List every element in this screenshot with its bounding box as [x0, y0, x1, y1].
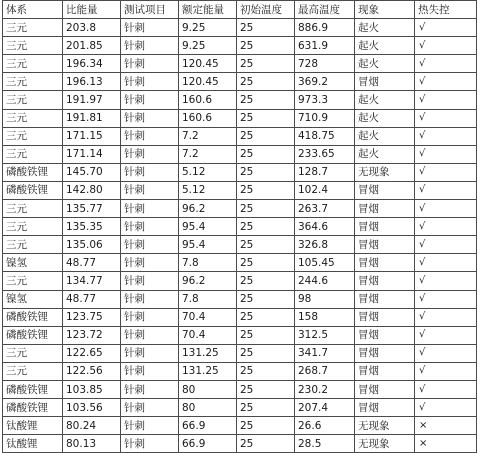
table-row: [3, 37, 477, 55]
cell-thermal-runaway: √: [415, 200, 477, 218]
cell-initial-temperature: 25: [237, 290, 295, 308]
cell-initial-temperature: 25: [237, 73, 295, 91]
cell-system: 三元: [3, 19, 63, 37]
cell-specific-energy: 123.72: [63, 326, 121, 344]
cell-test-item: 针刺: [121, 308, 179, 326]
cell-max-temperature: 28.5: [295, 435, 355, 453]
cell-test-item: 针刺: [121, 290, 179, 308]
cell-system: 三元: [3, 55, 63, 73]
cell-max-temperature: 886.9: [295, 19, 355, 37]
cell-thermal-runaway: √: [415, 326, 477, 344]
cell-system: 磷酸铁锂: [3, 326, 63, 344]
cell-phenomenon: 无现象: [355, 435, 415, 453]
table-row: [3, 181, 477, 199]
cell-thermal-runaway: √: [415, 308, 477, 326]
cell-phenomenon: 冒烟: [355, 73, 415, 91]
cell-system: 磷酸铁锂: [3, 181, 63, 199]
cell-system: 磷酸铁锂: [3, 399, 63, 417]
cell-initial-temperature: 25: [237, 435, 295, 453]
cell-rated-energy: 5.12: [179, 163, 237, 181]
cell-system: 三元: [3, 109, 63, 127]
table-row: [3, 19, 477, 37]
document-body: [2, 0, 476, 453]
cell-system: 三元: [3, 73, 63, 91]
cell-initial-temperature: 25: [237, 181, 295, 199]
cell-thermal-runaway: √: [415, 73, 477, 91]
table-row: [3, 399, 477, 417]
cell-system: 磷酸铁锂: [3, 308, 63, 326]
cell-test-item: 针刺: [121, 109, 179, 127]
header-max-temperature: 最高温度: [295, 1, 355, 19]
cell-phenomenon: 冒烟: [355, 254, 415, 272]
cell-max-temperature: 128.7: [295, 163, 355, 181]
table-row: [3, 73, 477, 91]
cell-phenomenon: 起火: [355, 109, 415, 127]
cell-test-item: 针刺: [121, 380, 179, 398]
cell-rated-energy: 160.6: [179, 91, 237, 109]
cell-initial-temperature: 25: [237, 145, 295, 163]
cell-test-item: 针刺: [121, 435, 179, 453]
cell-max-temperature: 98: [295, 290, 355, 308]
cell-initial-temperature: 25: [237, 344, 295, 362]
table-row: [3, 380, 477, 398]
cell-initial-temperature: 25: [237, 55, 295, 73]
cell-specific-energy: 142.80: [63, 181, 121, 199]
cell-test-item: 针刺: [121, 399, 179, 417]
cell-specific-energy: 191.97: [63, 91, 121, 109]
cell-system: 磷酸铁锂: [3, 380, 63, 398]
cell-rated-energy: 70.4: [179, 308, 237, 326]
cell-system: 三元: [3, 218, 63, 236]
cell-thermal-runaway: √: [415, 218, 477, 236]
cell-specific-energy: 123.75: [63, 308, 121, 326]
cell-phenomenon: 无现象: [355, 163, 415, 181]
table-row: [3, 163, 477, 181]
cell-system: 三元: [3, 344, 63, 362]
cell-rated-energy: 7.8: [179, 290, 237, 308]
table-row: [3, 272, 477, 290]
cell-phenomenon: 起火: [355, 91, 415, 109]
cell-phenomenon: 冒烟: [355, 344, 415, 362]
cell-max-temperature: 312.5: [295, 326, 355, 344]
table-row: [3, 308, 477, 326]
table-row: [3, 344, 477, 362]
cell-thermal-runaway: √: [415, 344, 477, 362]
table-row: [3, 417, 477, 435]
cell-rated-energy: 5.12: [179, 181, 237, 199]
cell-test-item: 针刺: [121, 19, 179, 37]
cell-max-temperature: 710.9: [295, 109, 355, 127]
cell-thermal-runaway: √: [415, 181, 477, 199]
cell-rated-energy: 131.25: [179, 344, 237, 362]
cell-specific-energy: 135.35: [63, 218, 121, 236]
cell-system: 三元: [3, 145, 63, 163]
cell-thermal-runaway: √: [415, 19, 477, 37]
cell-max-temperature: 105.45: [295, 254, 355, 272]
cell-initial-temperature: 25: [237, 109, 295, 127]
cell-specific-energy: 201.85: [63, 37, 121, 55]
table-row: [3, 254, 477, 272]
cell-specific-energy: 103.85: [63, 380, 121, 398]
cell-rated-energy: 66.9: [179, 417, 237, 435]
header-initial-temperature: 初始温度: [237, 1, 295, 19]
cell-max-temperature: 631.9: [295, 37, 355, 55]
cell-specific-energy: 196.34: [63, 55, 121, 73]
cell-phenomenon: 冒烟: [355, 308, 415, 326]
cell-test-item: 针刺: [121, 417, 179, 435]
cell-specific-energy: 103.56: [63, 399, 121, 417]
cell-max-temperature: 263.7: [295, 200, 355, 218]
cell-rated-energy: 7.2: [179, 145, 237, 163]
cell-max-temperature: 230.2: [295, 380, 355, 398]
table-body: [3, 19, 477, 453]
cell-test-item: 针刺: [121, 236, 179, 254]
cell-specific-energy: 171.14: [63, 145, 121, 163]
cell-rated-energy: 9.25: [179, 19, 237, 37]
cell-thermal-runaway: √: [415, 236, 477, 254]
cell-test-item: 针刺: [121, 272, 179, 290]
cell-initial-temperature: 25: [237, 380, 295, 398]
cell-specific-energy: 48.77: [63, 254, 121, 272]
table-row: [3, 91, 477, 109]
cell-rated-energy: 95.4: [179, 218, 237, 236]
cell-specific-energy: 196.13: [63, 73, 121, 91]
cell-thermal-runaway: ×: [415, 435, 477, 453]
cell-test-item: 针刺: [121, 145, 179, 163]
cell-rated-energy: 131.25: [179, 362, 237, 380]
cell-rated-energy: 7.8: [179, 254, 237, 272]
cell-system: 三元: [3, 272, 63, 290]
cell-max-temperature: 26.6: [295, 417, 355, 435]
cell-max-temperature: 102.4: [295, 181, 355, 199]
cell-initial-temperature: 25: [237, 218, 295, 236]
cell-test-item: 针刺: [121, 91, 179, 109]
cell-initial-temperature: 25: [237, 326, 295, 344]
cell-phenomenon: 冒烟: [355, 290, 415, 308]
cell-phenomenon: 冒烟: [355, 272, 415, 290]
cell-thermal-runaway: √: [415, 145, 477, 163]
cell-rated-energy: 96.2: [179, 272, 237, 290]
cell-initial-temperature: 25: [237, 37, 295, 55]
cell-initial-temperature: 25: [237, 236, 295, 254]
cell-max-temperature: 244.6: [295, 272, 355, 290]
table-row: [3, 290, 477, 308]
table-row: [3, 200, 477, 218]
cell-specific-energy: 203.8: [63, 19, 121, 37]
cell-initial-temperature: 25: [237, 91, 295, 109]
cell-phenomenon: 冒烟: [355, 362, 415, 380]
cell-rated-energy: 7.2: [179, 127, 237, 145]
header-row: [3, 1, 477, 19]
cell-specific-energy: 122.56: [63, 362, 121, 380]
cell-specific-energy: 135.77: [63, 200, 121, 218]
cell-test-item: 针刺: [121, 181, 179, 199]
cell-test-item: 针刺: [121, 127, 179, 145]
cell-system: 三元: [3, 200, 63, 218]
cell-phenomenon: 起火: [355, 37, 415, 55]
cell-specific-energy: 80.13: [63, 435, 121, 453]
cell-specific-energy: 122.65: [63, 344, 121, 362]
cell-rated-energy: 66.9: [179, 435, 237, 453]
cell-specific-energy: 80.24: [63, 417, 121, 435]
cell-rated-energy: 120.45: [179, 55, 237, 73]
header-rated-energy: 额定能量: [179, 1, 237, 19]
cell-thermal-runaway: √: [415, 55, 477, 73]
header-specific-energy: 比能量: [63, 1, 121, 19]
cell-initial-temperature: 25: [237, 254, 295, 272]
cell-rated-energy: 70.4: [179, 326, 237, 344]
cell-initial-temperature: 25: [237, 417, 295, 435]
header-phenomenon: 现象: [355, 1, 415, 19]
cell-thermal-runaway: √: [415, 127, 477, 145]
cell-thermal-runaway: √: [415, 37, 477, 55]
cell-initial-temperature: 25: [237, 127, 295, 145]
table-row: [3, 435, 477, 453]
cell-test-item: 针刺: [121, 37, 179, 55]
table-row: [3, 326, 477, 344]
cell-test-item: 针刺: [121, 362, 179, 380]
cell-system: 镍氢: [3, 254, 63, 272]
cell-phenomenon: 冒烟: [355, 380, 415, 398]
cell-initial-temperature: 25: [237, 272, 295, 290]
cell-test-item: 针刺: [121, 55, 179, 73]
cell-rated-energy: 80: [179, 399, 237, 417]
cell-phenomenon: 无现象: [355, 417, 415, 435]
cell-max-temperature: 233.65: [295, 145, 355, 163]
cell-system: 钛酸锂: [3, 417, 63, 435]
cell-thermal-runaway: √: [415, 399, 477, 417]
cell-initial-temperature: 25: [237, 308, 295, 326]
cell-system: 三元: [3, 37, 63, 55]
cell-initial-temperature: 25: [237, 163, 295, 181]
cell-system: 三元: [3, 91, 63, 109]
cell-test-item: 针刺: [121, 326, 179, 344]
cell-phenomenon: 冒烟: [355, 326, 415, 344]
table-row: [3, 218, 477, 236]
battery-test-table: [2, 0, 477, 453]
cell-specific-energy: 191.81: [63, 109, 121, 127]
cell-initial-temperature: 25: [237, 19, 295, 37]
table-header: [3, 1, 477, 19]
cell-system: 三元: [3, 127, 63, 145]
cell-rated-energy: 120.45: [179, 73, 237, 91]
cell-phenomenon: 冒烟: [355, 181, 415, 199]
cell-specific-energy: 48.77: [63, 290, 121, 308]
cell-max-temperature: 341.7: [295, 344, 355, 362]
cell-system: 磷酸铁锂: [3, 163, 63, 181]
table-row: [3, 55, 477, 73]
cell-phenomenon: 冒烟: [355, 200, 415, 218]
cell-test-item: 针刺: [121, 254, 179, 272]
cell-thermal-runaway: √: [415, 91, 477, 109]
cell-max-temperature: 973.3: [295, 91, 355, 109]
cell-max-temperature: 326.8: [295, 236, 355, 254]
cell-system: 三元: [3, 362, 63, 380]
cell-max-temperature: 207.4: [295, 399, 355, 417]
cell-max-temperature: 268.7: [295, 362, 355, 380]
cell-phenomenon: 起火: [355, 145, 415, 163]
cell-phenomenon: 起火: [355, 127, 415, 145]
cell-test-item: 针刺: [121, 344, 179, 362]
cell-thermal-runaway: √: [415, 254, 477, 272]
cell-thermal-runaway: √: [415, 272, 477, 290]
cell-phenomenon: 冒烟: [355, 236, 415, 254]
cell-phenomenon: 起火: [355, 55, 415, 73]
table-row: [3, 236, 477, 254]
cell-phenomenon: 起火: [355, 19, 415, 37]
cell-initial-temperature: 25: [237, 200, 295, 218]
cell-max-temperature: 728: [295, 55, 355, 73]
cell-thermal-runaway: √: [415, 290, 477, 308]
cell-rated-energy: 96.2: [179, 200, 237, 218]
table-row: [3, 127, 477, 145]
table-row: [3, 145, 477, 163]
header-system: 体系: [3, 1, 63, 19]
cell-max-temperature: 364.6: [295, 218, 355, 236]
cell-test-item: 针刺: [121, 163, 179, 181]
header-thermal-runaway: 热失控: [415, 1, 477, 19]
cell-test-item: 针刺: [121, 218, 179, 236]
cell-test-item: 针刺: [121, 73, 179, 91]
cell-max-temperature: 369.2: [295, 73, 355, 91]
table-row: [3, 362, 477, 380]
cell-max-temperature: 418.75: [295, 127, 355, 145]
table-row: [3, 109, 477, 127]
cell-thermal-runaway: √: [415, 163, 477, 181]
cell-initial-temperature: 25: [237, 399, 295, 417]
header-test-item: 测试项目: [121, 1, 179, 19]
cell-specific-energy: 134.77: [63, 272, 121, 290]
cell-system: 镍氢: [3, 290, 63, 308]
cell-test-item: 针刺: [121, 200, 179, 218]
cell-specific-energy: 171.15: [63, 127, 121, 145]
cell-rated-energy: 160.6: [179, 109, 237, 127]
cell-rated-energy: 9.25: [179, 37, 237, 55]
cell-thermal-runaway: √: [415, 362, 477, 380]
cell-phenomenon: 冒烟: [355, 218, 415, 236]
cell-rated-energy: 80: [179, 380, 237, 398]
cell-phenomenon: 冒烟: [355, 399, 415, 417]
cell-max-temperature: 158: [295, 308, 355, 326]
cell-thermal-runaway: ×: [415, 417, 477, 435]
cell-specific-energy: 145.70: [63, 163, 121, 181]
cell-system: 三元: [3, 236, 63, 254]
cell-specific-energy: 135.06: [63, 236, 121, 254]
cell-thermal-runaway: √: [415, 380, 477, 398]
cell-thermal-runaway: √: [415, 109, 477, 127]
cell-initial-temperature: 25: [237, 362, 295, 380]
cell-rated-energy: 95.4: [179, 236, 237, 254]
cell-system: 钛酸锂: [3, 435, 63, 453]
